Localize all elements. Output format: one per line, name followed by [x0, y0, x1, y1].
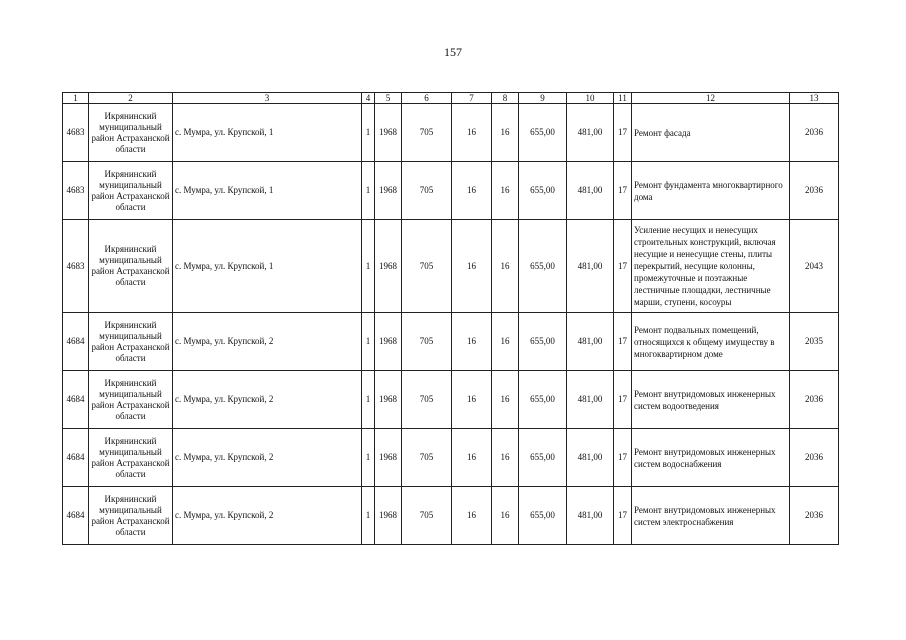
col9-cell: 655,00: [519, 104, 567, 162]
col4-cell: 1: [362, 104, 375, 162]
year-cell: 1968: [375, 313, 402, 371]
year-cell: 1968: [375, 429, 402, 487]
col8-cell: 16: [492, 104, 519, 162]
address-cell: с. Мумра, ул. Крупской, 2: [173, 429, 362, 487]
col4-cell: 1: [362, 371, 375, 429]
plan-year-cell: 2036: [790, 104, 839, 162]
col8-cell: 16: [492, 162, 519, 220]
col6-cell: 705: [402, 487, 452, 545]
district-cell: Икрянинский муниципальный район Астраханской области: [89, 162, 173, 220]
col7-cell: 16: [452, 162, 492, 220]
address-cell: с. Мумра, ул. Крупской, 1: [173, 162, 362, 220]
address-cell: с. Мумра, ул. Крупской, 2: [173, 313, 362, 371]
district-cell: Икрянинский муниципальный район Астраханской области: [89, 313, 173, 371]
column-header: 5: [375, 93, 402, 104]
col8-cell: 16: [492, 313, 519, 371]
col11-cell: 17: [614, 487, 632, 545]
table-row: [63, 429, 839, 487]
column-header: 9: [519, 93, 567, 104]
col9-cell: 655,00: [519, 371, 567, 429]
col4-cell: 1: [362, 429, 375, 487]
col10-cell: 481,00: [567, 487, 614, 545]
col10-cell: 481,00: [567, 104, 614, 162]
col8-cell: 16: [492, 487, 519, 545]
work-cell: Ремонт внутридомовых инженерных систем водоснабжения: [632, 429, 790, 487]
col4-cell: 1: [362, 487, 375, 545]
column-header: 3: [173, 93, 362, 104]
col7-cell: 16: [452, 313, 492, 371]
col11-cell: 17: [614, 104, 632, 162]
district-cell: Икрянинский муниципальный район Астраханской области: [89, 220, 173, 313]
col10-cell: 481,00: [567, 371, 614, 429]
column-header: 2: [89, 93, 173, 104]
col7-cell: 16: [452, 429, 492, 487]
column-header: 12: [632, 93, 790, 104]
col8-cell: 16: [492, 220, 519, 313]
col10-cell: 481,00: [567, 313, 614, 371]
work-cell: Ремонт внутридомовых инженерных систем водоотведения: [632, 371, 790, 429]
district-cell: Икрянинский муниципальный район Астраханской области: [89, 429, 173, 487]
col10-cell: 481,00: [567, 162, 614, 220]
col11-cell: 17: [614, 220, 632, 313]
header-row: [63, 93, 839, 104]
work-cell: Усиление несущих и ненесущих строительных конструкций, включая несущие и ненесущие стены, плиты перекрытий, несущие колонны, промежуточные и поэтажные лестничные площадки, лестничные марши, ступени, косоуры: [632, 220, 790, 313]
work-cell: Ремонт внутридомовых инженерных систем электроснабжения: [632, 487, 790, 545]
column-header: 7: [452, 93, 492, 104]
col11-cell: 17: [614, 162, 632, 220]
column-header: 8: [492, 93, 519, 104]
col10-cell: 481,00: [567, 429, 614, 487]
col6-cell: 705: [402, 220, 452, 313]
col9-cell: 655,00: [519, 487, 567, 545]
col8-cell: 16: [492, 429, 519, 487]
row-id: 4683: [63, 104, 89, 162]
plan-year-cell: 2036: [790, 371, 839, 429]
row-id: 4684: [63, 487, 89, 545]
row-id: 4684: [63, 429, 89, 487]
column-header: 10: [567, 93, 614, 104]
row-id: 4683: [63, 220, 89, 313]
column-header: 6: [402, 93, 452, 104]
table-row: [63, 162, 839, 220]
column-header: 1: [63, 93, 89, 104]
col6-cell: 705: [402, 429, 452, 487]
table-row: [63, 313, 839, 371]
col6-cell: 705: [402, 313, 452, 371]
registry-table: [62, 92, 839, 545]
row-id: 4684: [63, 313, 89, 371]
plan-year-cell: 2036: [790, 162, 839, 220]
column-header: 4: [362, 93, 375, 104]
col11-cell: 17: [614, 429, 632, 487]
col7-cell: 16: [452, 371, 492, 429]
address-cell: с. Мумра, ул. Крупской, 2: [173, 371, 362, 429]
plan-year-cell: 2043: [790, 220, 839, 313]
page-number: 157: [444, 45, 462, 59]
table-row: [63, 487, 839, 545]
col4-cell: 1: [362, 220, 375, 313]
year-cell: 1968: [375, 162, 402, 220]
address-cell: с. Мумра, ул. Крупской, 1: [173, 104, 362, 162]
district-cell: Икрянинский муниципальный район Астраханской области: [89, 104, 173, 162]
col6-cell: 705: [402, 371, 452, 429]
col9-cell: 655,00: [519, 313, 567, 371]
col11-cell: 17: [614, 371, 632, 429]
col9-cell: 655,00: [519, 429, 567, 487]
column-header: 11: [614, 93, 632, 104]
col7-cell: 16: [452, 104, 492, 162]
year-cell: 1968: [375, 220, 402, 313]
row-id: 4683: [63, 162, 89, 220]
col7-cell: 16: [452, 220, 492, 313]
year-cell: 1968: [375, 104, 402, 162]
col6-cell: 705: [402, 104, 452, 162]
table-row: [63, 104, 839, 162]
col10-cell: 481,00: [567, 220, 614, 313]
district-cell: Икрянинский муниципальный район Астраханской области: [89, 371, 173, 429]
col7-cell: 16: [452, 487, 492, 545]
year-cell: 1968: [375, 487, 402, 545]
col4-cell: 1: [362, 313, 375, 371]
col6-cell: 705: [402, 162, 452, 220]
year-cell: 1968: [375, 371, 402, 429]
plan-year-cell: 2036: [790, 429, 839, 487]
col8-cell: 16: [492, 371, 519, 429]
work-cell: Ремонт фасада: [632, 104, 790, 162]
address-cell: с. Мумра, ул. Крупской, 1: [173, 220, 362, 313]
col11-cell: 17: [614, 313, 632, 371]
table-row: [63, 371, 839, 429]
plan-year-cell: 2035: [790, 313, 839, 371]
col9-cell: 655,00: [519, 162, 567, 220]
work-cell: Ремонт фундамента многоквартирного дома: [632, 162, 790, 220]
table-row: [63, 220, 839, 313]
address-cell: с. Мумра, ул. Крупской, 2: [173, 487, 362, 545]
plan-year-cell: 2036: [790, 487, 839, 545]
row-id: 4684: [63, 371, 89, 429]
district-cell: Икрянинский муниципальный район Астраханской области: [89, 487, 173, 545]
col4-cell: 1: [362, 162, 375, 220]
col9-cell: 655,00: [519, 220, 567, 313]
work-cell: Ремонт подвальных помещений, относящихся к общему имуществу в многоквартирном доме: [632, 313, 790, 371]
column-header: 13: [790, 93, 839, 104]
